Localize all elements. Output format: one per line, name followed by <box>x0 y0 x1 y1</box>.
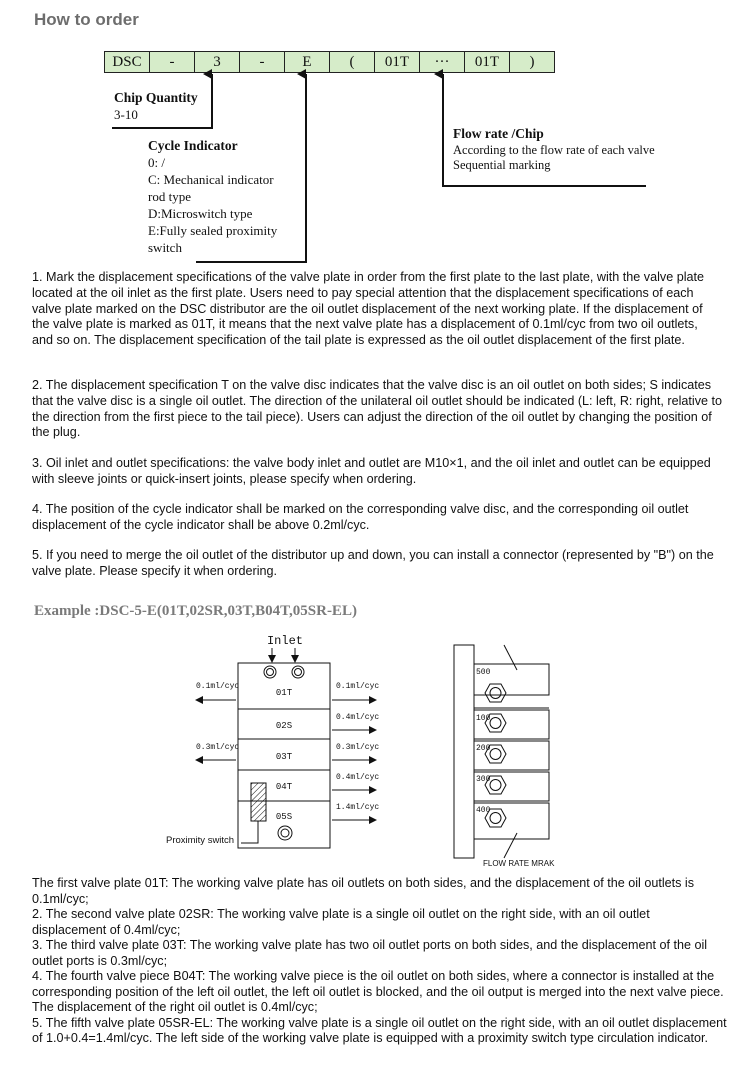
code-cell: 01T <box>465 52 510 73</box>
note-item: 4. The fourth valve piece B04T: The working valve piece is the oil outlet on both sides, where a connector is installed at the corresponding position of the left oil outlet, the left oil outlet is blocked, and the oil output is merged into the next valve piece. The displacement of the right oil outlet is 0.4ml/cyc; <box>32 969 724 1014</box>
flow-mark-value: 300 <box>476 775 491 784</box>
plate-label: 04T <box>275 782 293 792</box>
note-item: 2. The second valve plate 02SR: The working valve plate is a single oil outlet on the right side, with an oil outlet displacement of 0.4ml/cyc; <box>32 907 650 937</box>
spec-paragraph-1: 1. Mark the displacement specifications of the valve plate in order from the first plate to the last plate, with the valve plate located at the oil inlet as the first plate. Users need to pay special attention that the displacement specifications of each valve plate marked on the DSC distributor are the oil outlet displacement of the next working plate. If the displacement of the valve plate is marked as 01T, it means that the next valve plate has a displacement of 0.1ml/cyc from two oil outlets, and so on. The displacement specification of the tail plate is expressed as the oil outlet displacement of the first plate. <box>32 270 705 348</box>
cycle-indicator-line: switch <box>148 240 182 255</box>
plate-label: 01T <box>275 688 293 698</box>
right-flow-label: 0.1ml/cyc <box>336 682 380 691</box>
spec-paragraph-3: 3. Oil inlet and outlet specifications: the valve body inlet and outlet are M10×1, and the oil inlet and outlet can be equipped with sleeve joints or quick-insert joints, please specify when ordering. <box>32 456 711 486</box>
note-item: 3. The third valve plate 03T: The working valve plate has two oil outlet ports on both sides, and the displacement of the oil outlet ports is 0.3ml/cyc; <box>32 938 708 968</box>
spec-paragraph-5: 5. If you need to merge the oil outlet of the distributor up and down, you can install a connector (represented by "B") on the valve plate. Please specify it when ordering. <box>32 548 714 578</box>
plate-label: 05S <box>275 812 293 822</box>
left-flow-label: 0.3ml/cyc <box>196 743 240 752</box>
chip-quantity-title: Chip Quantity <box>114 90 198 105</box>
distributor-diagram <box>166 634 379 848</box>
plate-label: 03T <box>275 752 293 762</box>
flow-mark-value: 200 <box>476 744 491 753</box>
cycle-indicator-line: C: Mechanical indicator <box>148 172 274 187</box>
inlet-label: Inlet <box>266 634 304 648</box>
flow-rate-line: According to the flow rate of each valve <box>453 142 655 157</box>
code-cell: ··· <box>420 52 465 73</box>
flow-mark-value: 500 <box>476 668 491 677</box>
flow-rate-mark-diagram <box>454 645 555 868</box>
code-cell: E <box>285 52 330 73</box>
code-cell: - <box>150 52 195 73</box>
example-title: Example :DSC-5-E(01T,02SR,03T,B04T,05SR-EL) <box>34 603 357 619</box>
proximity-switch-label: Proximity switch <box>166 835 235 846</box>
code-cell: 3 <box>195 52 240 73</box>
code-cell: 01T <box>375 52 420 73</box>
flow-rate-line: Sequential marking <box>453 158 551 172</box>
cycle-indicator-line: rod type <box>148 189 191 204</box>
example-notes <box>32 876 727 1047</box>
code-cell: ( <box>330 52 375 73</box>
cycle-indicator-line: E:Fully sealed proximity <box>148 223 278 238</box>
code-cell: ) <box>510 52 555 73</box>
cycle-indicator-line: D:Microswitch type <box>148 206 253 221</box>
page-heading: How to order <box>34 10 139 29</box>
plate-label: 02S <box>275 721 293 731</box>
code-cell: DSC <box>105 52 150 73</box>
right-flow-label: 0.3ml/cyc <box>336 743 380 752</box>
chip-quantity-value: 3-10 <box>114 107 138 122</box>
right-flow-label: 0.4ml/cyc <box>336 713 380 722</box>
cycle-indicator-line: 0: / <box>148 155 165 170</box>
cycle-indicator-title: Cycle Indicator <box>148 138 238 153</box>
left-flow-label: 0.1ml/cyc <box>196 682 240 691</box>
flow-mark-value: 100 <box>476 714 491 723</box>
flow-rate-mark-caption: FLOW RATE MRAK <box>483 859 555 868</box>
flow-mark-value: 400 <box>476 806 491 815</box>
spec-paragraph-4: 4. The position of the cycle indicator shall be marked on the corresponding valve disc, and the corresponding oil outlet displacement of the cycle indicator shall be above 0.2ml/cyc. <box>32 502 689 532</box>
spec-paragraph-2: 2. The displacement specification T on the valve disc indicates that the valve disc is an oil outlet on both sides; S indicates that the valve disc is a single oil outlet. The direction of the unilateral oil outlet should be indicated (L: left, R: right, relative to the direction from the first piece to the tail piece). Users can adjust the direction of the oil outlet by changing the position of the plug. <box>32 378 723 440</box>
code-cell: - <box>240 52 285 73</box>
right-flow-label: 0.4ml/cyc <box>336 773 380 782</box>
note-item: 5. The fifth valve plate 05SR-EL: The working valve plate is a single oil outlet on the right side, with an oil outlet displacement of 1.0+0.4=1.4ml/cyc. The left side of the working valve plate is equipped with a proximity switch type circulation indicator. <box>32 1015 727 1045</box>
note-item: The first valve plate 01T: The working valve plate has oil outlets on both sides, and the displacement of the oil outlets is 0.1ml/cyc; <box>32 876 695 906</box>
flow-rate-title: Flow rate /Chip <box>453 126 544 141</box>
right-flow-label: 1.4ml/cyc <box>336 803 380 812</box>
